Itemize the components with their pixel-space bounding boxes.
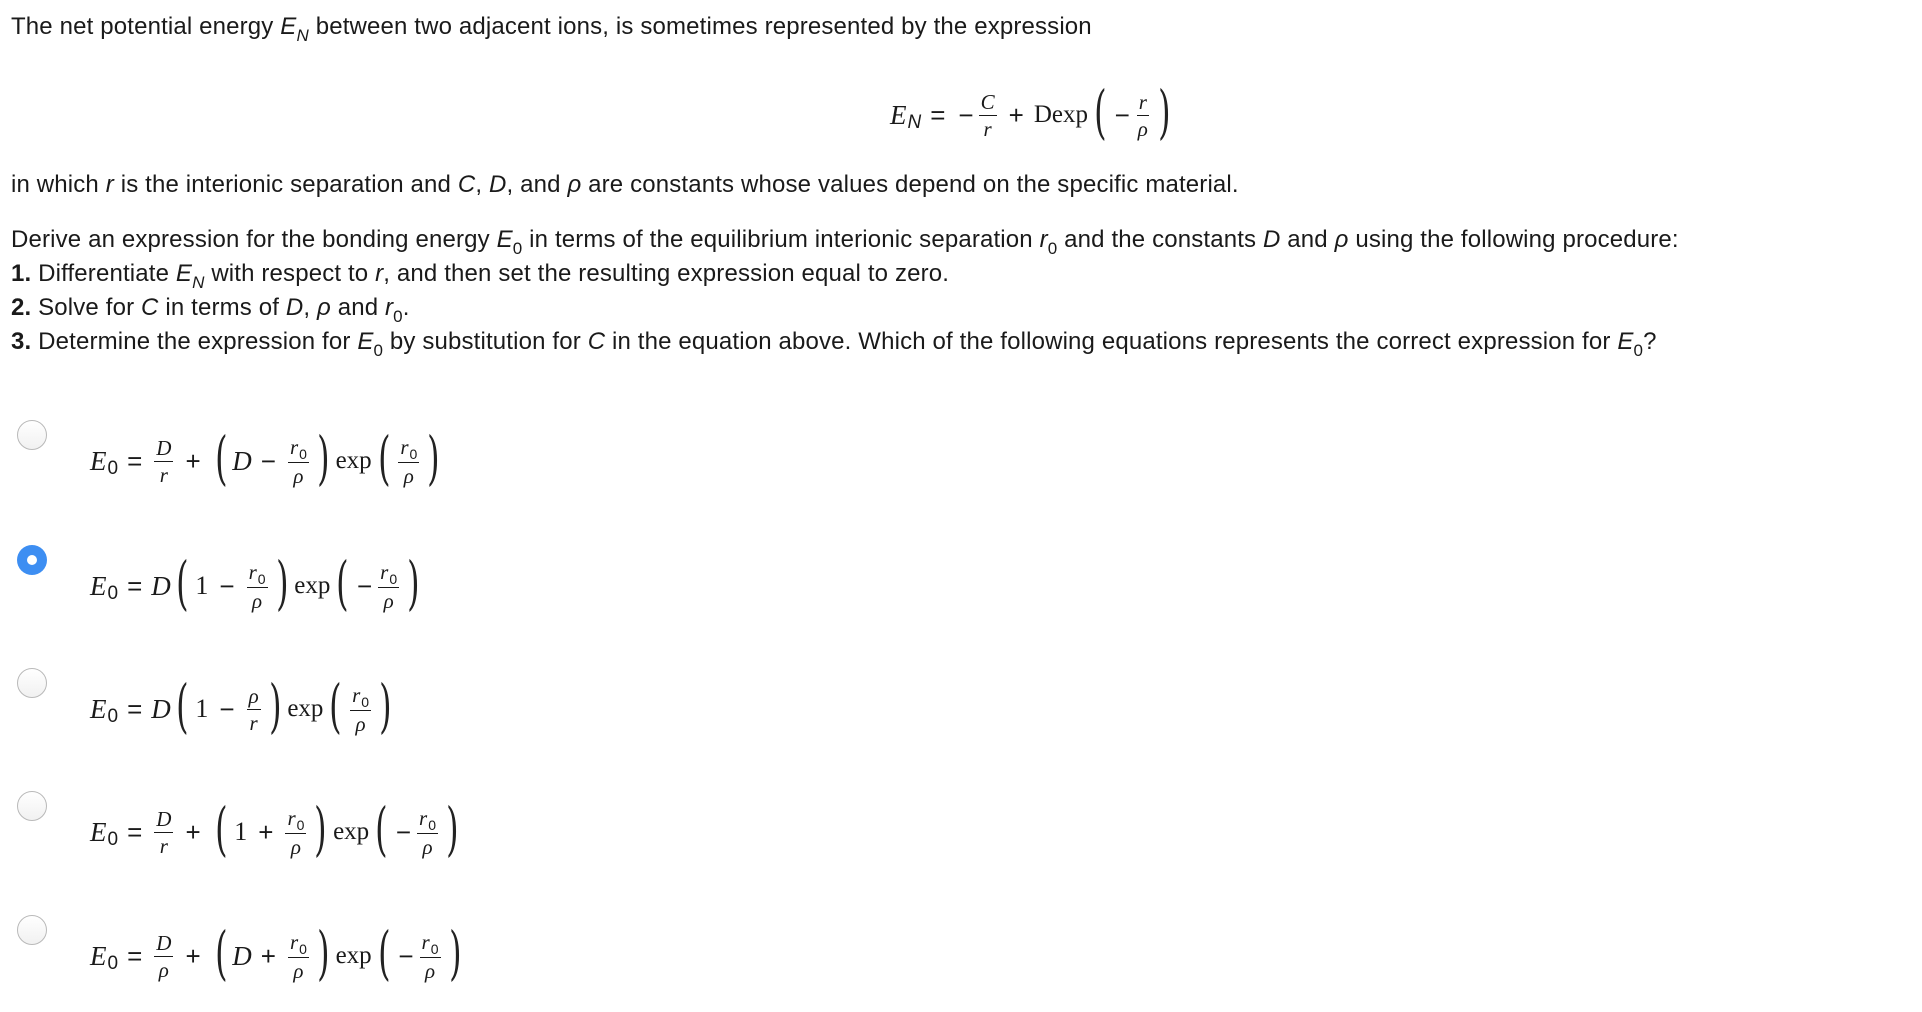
radio-option-b[interactable] [17, 545, 47, 575]
question-intro: The net potential energy $E_N$ between two adjacent ions, is sometimes represented by the expression [11, 13, 1092, 45]
option-d-formula: E 0 = $\frac{D}{r}$ + ( 1 + $\frac{r_0}{\rho}$ ) exp ( − $\frac{r_0}{\rho}$ ) [90, 795, 459, 863]
answer-option-a[interactable] [0, 420, 700, 510]
radio-option-c[interactable] [17, 668, 47, 698]
radio-option-a[interactable] [17, 420, 47, 450]
step-2: 2. Solve for C in terms of D, ρ and $r_0$. [11, 294, 410, 326]
answer-option-e[interactable] [0, 915, 700, 1005]
answer-option-b[interactable] [0, 545, 700, 635]
step-3: 3. Determine the expression for $E_0$ by substitution for C in the equation above. Which of the following equations represents the correct expression for $E_0$? [11, 328, 1657, 360]
answer-option-d[interactable] [0, 791, 700, 881]
option-e-formula: E 0 = $\frac{D}{\rho}$ + ( D + $\frac{r_0}{\rho}$ ) exp ( − $\frac{r_0}{\rho}$ ) [90, 919, 462, 987]
option-b-formula: E 0 = D ( 1 − $\frac{r_0}{\rho}$ ) exp ( − $\frac{r_0}{\rho}$ ) [90, 549, 420, 617]
step-1: 1. Differentiate $E_N$ with respect to r, and then set the resulting expression equal to zero. [11, 260, 950, 292]
formula-description: in which r is the interionic separation and C, D, and ρ are constants whose values depend on the specific material. [11, 171, 1239, 198]
option-c-formula: E 0 = D ( 1 − $\frac{\rho}{r}$ ) exp ( $\frac{r_0}{\rho}$ ) [90, 672, 392, 740]
radio-option-e[interactable] [17, 915, 47, 945]
option-a-formula: E 0 = $\frac{D}{r}$ + ( D − $\frac{r_0}{\rho}$ ) exp ( $\frac{r_0}{\rho}$ ) [90, 424, 440, 492]
radio-option-d[interactable] [17, 791, 47, 821]
potential-energy-formula: E N = − $\frac{C}{r}$ + Dexp ( − $\frac{r}{\rho}$ ) [890, 78, 1171, 146]
derive-instructions: Derive an expression for the bonding energy $E_0$ in terms of the equilibrium interionic separation $r_0$ and the constants D and ρ using the following procedure: [11, 226, 1679, 258]
answer-option-c[interactable] [0, 668, 700, 758]
